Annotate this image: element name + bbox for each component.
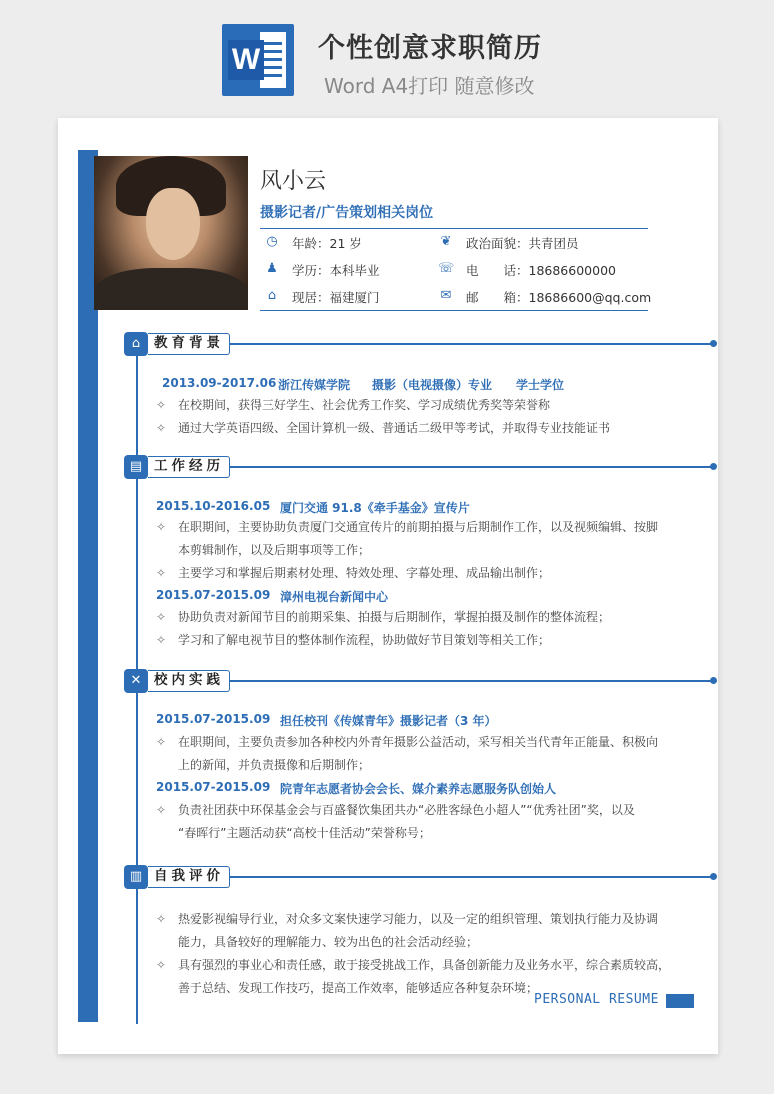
edu-school: 浙江传媒学院 <box>278 378 351 392</box>
footer-bar <box>666 994 694 1008</box>
info-age: ◷ 年龄：21 岁 <box>292 234 362 252</box>
list-item: ✧ 具有强烈的事业心和责任感，敢于接受挑战工作，具备创新能力及业务水平，综合素质较高， <box>156 958 671 972</box>
work1-org: 厦门交通 91.8《牵手基金》宣传片 <box>280 501 470 515</box>
word-logo-icon <box>222 24 294 96</box>
work2-org: 漳州电视台新闻中心 <box>280 590 389 604</box>
list-item: ✧ 负责社团获中环保基金会与百盛餐饮集团共办“必胜客绿色小超人”“优秀社团”奖，以及 <box>156 803 635 817</box>
graduation-cap-icon: ⌂ <box>124 332 148 356</box>
banner-subtitle: Word A4打印 随意修改 <box>324 74 535 98</box>
list-item-cont: 善于总结、发现工作技巧，提高工作效率，能够适应各种复杂环境； <box>178 981 539 995</box>
campus1-org: 担任校刊《传媒青年》摄影记者（3 年） <box>280 714 497 728</box>
list-item: ✧ 通过大学英语四级、全国计算机一级、普通话二级甲等考试，并取得专业技能证书 <box>156 421 611 435</box>
info-education: ♟ 学历：本科毕业 <box>292 261 380 279</box>
list-item: ✧ 热爱影视编导行业，对众多文案快速学习能力，以及一定的组织管理、策划执行能力及协调 <box>156 912 659 926</box>
section-title: 自我评价 <box>148 866 230 888</box>
edu-degree: 学士学位 <box>516 378 565 392</box>
list-item-cont: “春晖行”主题活动获“高校十佳活动”荣誉称号； <box>178 826 431 840</box>
list-item: ✧ 学习和了解电视节目的整体制作流程，协助做好节目策划等相关工作； <box>156 633 551 647</box>
clock-icon: ◷ <box>266 234 278 249</box>
phone-icon: ☏ <box>438 261 455 276</box>
list-item-cont: 上的新闻，并负责摄像和后期制作； <box>178 758 371 772</box>
clipboard-icon: ▤ <box>124 455 148 479</box>
word-logo-letter: W <box>228 40 264 80</box>
list-item: ✧ 在职期间，主要协助负责厦门交通宣传片的前期拍摄与后期制作工作，以及视频编辑、按脚 <box>156 520 659 534</box>
document-icon: ▥ <box>124 865 148 889</box>
profile-name: 风小云 <box>260 169 327 194</box>
list-item-cont: 本剪辑制作，以及后期事项等工作； <box>178 543 371 557</box>
profile-photo <box>94 156 248 310</box>
info-residence: ⌂ 现居：福建厦门 <box>292 288 380 306</box>
section-title: 校内实践 <box>148 670 230 692</box>
campus1-date: 2015.07-2015.09 <box>156 712 271 726</box>
banner <box>0 0 774 110</box>
home-icon: ⌂ <box>267 288 277 303</box>
footer-label: PERSONAL RESUME <box>534 992 659 1007</box>
profile-job: 摄影记者/广告策划相关岗位 <box>260 205 434 221</box>
resume-paper <box>58 118 718 1054</box>
person-icon: ♟ <box>266 261 278 276</box>
campus2-date: 2015.07-2015.09 <box>156 780 271 794</box>
tools-icon: ✕ <box>124 669 148 693</box>
section-title: 教育背景 <box>148 333 230 355</box>
section-title: 工作经历 <box>148 456 230 478</box>
info-divider-bottom <box>260 310 648 311</box>
campus2-org: 院青年志愿者协会会长、媒介素养志愿服务队创始人 <box>280 782 557 796</box>
info-email: ✉ 邮 箱：18686600@qq.com <box>466 288 651 306</box>
banner-title: 个性创意求职简历 <box>318 33 542 64</box>
list-item: ✧ 协助负责对新闻节目的前期采集、拍摄与后期制作，掌握拍摄及制作的整体流程； <box>156 610 611 624</box>
list-item: ✧ 在职期间，主要负责参加各种校内外青年摄影公益活动，采写相关当代青年正能量、积极向 <box>156 735 659 749</box>
edu-major: 摄影（电视摄像）专业 <box>372 378 493 392</box>
mail-icon: ✉ <box>440 288 452 303</box>
list-item: ✧ 在校期间，获得三好学生、社会优秀工作奖、学习成绩优秀奖等荣誉称 <box>156 398 551 412</box>
list-item-cont: 能力，具备较好的理解能力、较为出色的社会活动经验； <box>178 935 479 949</box>
info-divider <box>260 228 648 229</box>
info-phone: ☏ 电 话：18686600000 <box>438 261 616 278</box>
work2-date: 2015.07-2015.09 <box>156 588 271 602</box>
work1-date: 2015.10-2016.05 <box>156 499 271 513</box>
list-item: ✧ 主要学习和掌握后期素材处理、特效处理、字幕处理、成品输出制作； <box>156 566 551 580</box>
info-politics: ❦ 政治面貌：共青团员 <box>466 234 579 252</box>
edu-date: 2013.09-2017.06 <box>162 376 277 390</box>
leaf-icon: ❦ <box>440 234 452 249</box>
